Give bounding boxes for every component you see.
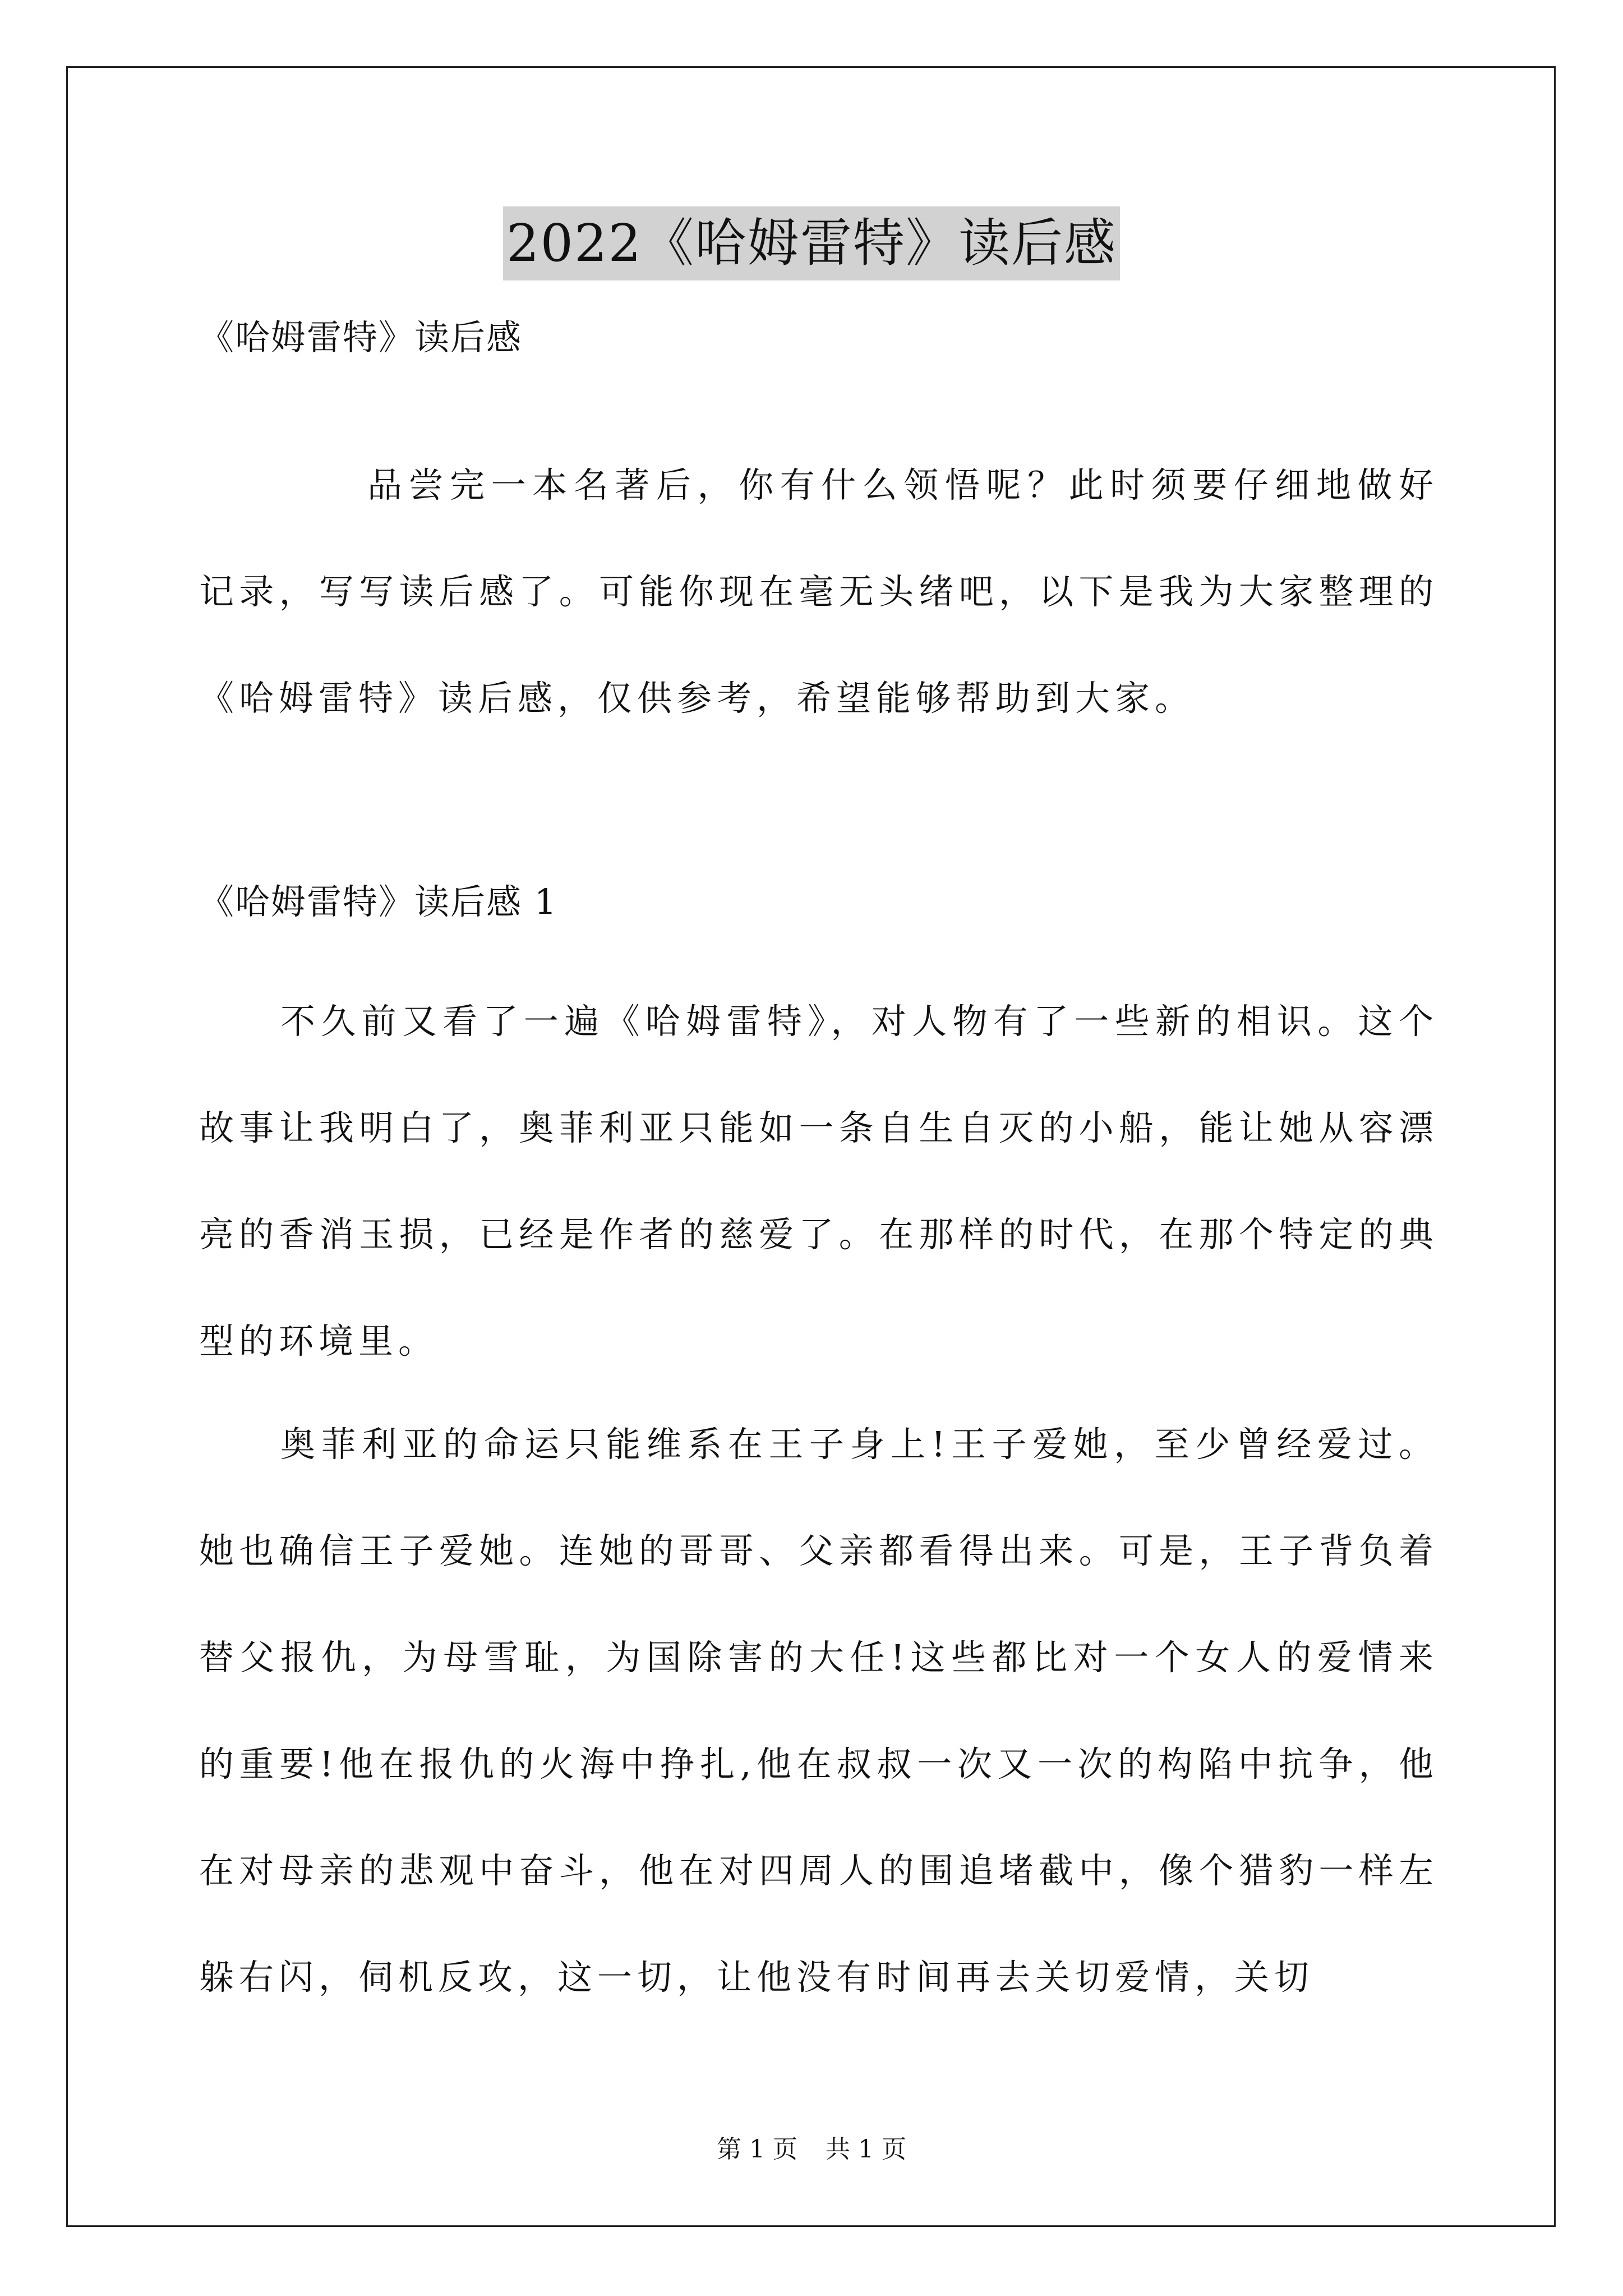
- document-title: 2022《哈姆雷特》读后感: [503, 206, 1120, 280]
- page-number-current: 第 1 页: [717, 2135, 797, 2164]
- intro-paragraph: 品尝完一本名著后，你有什么领悟呢？此时须要仔细地做好记录，写写读后感了。可能你现在毫无头绪吧，以下是我为大家整理的《哈姆雷特》读后感，仅供参考，希望能够帮助到大家。: [199, 464, 1438, 719]
- intro-heading: 《哈姆雷特》读后感: [199, 317, 523, 358]
- page-number-total: 共 1 页: [826, 2135, 906, 2164]
- page-footer: [0, 2133, 1623, 2166]
- section-heading: 《哈姆雷特》读后感 1: [199, 881, 558, 922]
- document-title-container: [0, 206, 1623, 280]
- section-paragraph-1: 不久前又看了一遍《哈姆雷特》，对人物有了一些新的相识。这个故事让我明白了，奥菲利亚只能如一条自生自灭的小船，能让她从容漂亮的香消玉损，已经是作者的慈爱了。在那样的时代，在那个特定的典型的环境里。: [199, 1001, 1438, 1361]
- section-paragraph-2: 奥菲利亚的命运只能维系在王子身上!王子爱她，至少曾经爱过。她也确信王子爱她。连她的哥哥、父亲都看得出来。可是，王子背负着替父报仇，为母雪耻，为国除害的大任!这些都比对一个女人的爱情来的重要!他在报仇的火海中挣扎,他在叔叔一次又一次的构陷中抗争，他在对母亲的悲观中奋斗，他在对四周人的围追堵截中，像个猎豹一样左躲右闪，伺机反攻，这一切，让他没有时间再去关切爱情，关切: [199, 1424, 1438, 1998]
